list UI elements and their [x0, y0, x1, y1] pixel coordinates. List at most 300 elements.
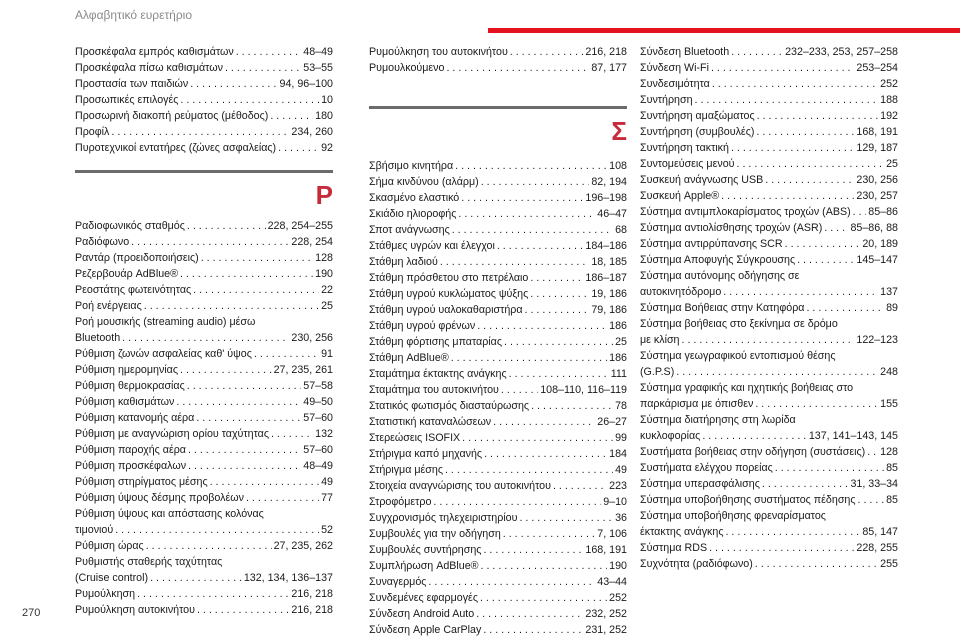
index-entry-term: κυκλοφορίας	[640, 430, 701, 442]
index-entry	[75, 442, 333, 458]
index-entry-term: Συχνότητα (ραδιόφωνο)	[640, 558, 753, 570]
index-entry-term: Ρεζερβουάρ AdBlue®	[75, 268, 178, 280]
leader-dots	[731, 140, 854, 156]
leader-dots	[477, 318, 607, 334]
leader-dots	[446, 60, 589, 76]
index-entry	[640, 124, 898, 140]
leader-dots	[785, 236, 861, 252]
index-entry	[75, 458, 333, 474]
leader-dots	[480, 590, 607, 606]
leader-dots	[146, 538, 272, 554]
index-entry	[75, 362, 333, 378]
leader-dots	[723, 284, 878, 300]
index-entry-pages: 57–58	[303, 380, 333, 392]
index-entry-pages: 91	[321, 348, 333, 360]
index-entry	[369, 446, 627, 462]
leader-dots	[731, 44, 783, 60]
leader-dots	[755, 396, 878, 412]
index-entry-term: Ρύθμιση με αναγνώριση ορίου ταχύτητας	[75, 428, 269, 440]
index-entry-term: Συμβουλές συντήρησης	[369, 544, 482, 556]
index-entry-term: Σύστημα υπερασφάλισης	[640, 478, 760, 490]
index-entry	[640, 284, 898, 300]
index-entry	[369, 334, 627, 350]
index-entry-term: Ρύθμιση καθισμάτων	[75, 396, 175, 408]
index-entry-pages: 25	[886, 158, 898, 170]
index-entry	[75, 76, 333, 92]
index-entry-pages: 216, 218	[291, 588, 333, 600]
leader-dots	[858, 492, 885, 508]
index-entry-term: Ρύθμιση ζωνών ασφαλείας καθ' ύψος	[75, 348, 252, 360]
leader-dots	[676, 364, 878, 380]
index-entry	[75, 44, 333, 60]
index-entry	[640, 252, 898, 268]
index-entry-term: Ραδιόφωνο	[75, 236, 130, 248]
index-entry-pages: 192	[880, 110, 898, 122]
index-entry-pages: 186–187	[585, 272, 627, 284]
leader-dots	[440, 254, 589, 270]
index-entry	[75, 522, 333, 538]
index-entry	[369, 462, 627, 478]
index-entry-pages: 26–27	[597, 416, 627, 428]
index-entry-term: Ρύθμιση προσκέφαλων	[75, 460, 187, 472]
leader-dots	[190, 76, 277, 92]
index-entry-term: Ροή ενέργειας	[75, 300, 142, 312]
index-entry-pages: 85	[886, 494, 898, 506]
index-entry	[369, 622, 627, 638]
index-entry	[369, 350, 627, 366]
index-entry	[75, 250, 333, 266]
index-entry	[75, 490, 333, 506]
index-entry-term: Στατικός φωτισμός διασταύρωσης	[369, 400, 530, 412]
index-entry-term: Συσκευή Apple®	[640, 190, 720, 202]
leader-dots	[197, 602, 289, 618]
index-entry-line: Σύστημα γραφικής και ηχητικής βοήθειας στο	[640, 382, 854, 394]
index-entry-pages: 57–60	[303, 444, 333, 456]
index-entry-term: Πυροτεχνικοί εντατήρες (ζώνες ασφαλείας)	[75, 142, 277, 154]
index-column-3	[640, 44, 898, 572]
index-entry-term: Ρυμουλκούμενο	[369, 62, 445, 74]
leader-dots	[462, 430, 613, 446]
index-entry-term: τιμονιού	[75, 524, 114, 536]
leader-dots	[188, 442, 301, 458]
index-entry-term: Στάθμη πρόσθετου στο πετρέλαιο	[369, 272, 529, 284]
index-entry-term: Σύνδεση Wi-Fi	[640, 62, 709, 74]
leader-dots	[131, 234, 289, 250]
index-entry	[369, 398, 627, 414]
index-entry-pages: 137, 141–143, 145	[808, 430, 898, 442]
leader-dots	[254, 346, 319, 362]
index-entry-term: Ρύθμιση ύψους δέσμης προβολέων	[75, 492, 244, 504]
leader-dots	[824, 220, 848, 236]
leader-dots	[445, 462, 613, 478]
index-entry	[640, 524, 898, 540]
leader-dots	[806, 300, 884, 316]
index-entry	[369, 158, 627, 174]
leader-dots	[797, 252, 854, 268]
index-entry-pages: 7, 106	[597, 528, 627, 540]
index-entry-pages: 122–123	[856, 334, 898, 346]
index-entry-pages: 53–55	[303, 62, 333, 74]
index-entry-pages: 168, 191	[856, 126, 898, 138]
index-entry-pages: 132	[315, 428, 333, 440]
index-entry-pages: 232–233, 253, 257–258	[785, 46, 898, 58]
index-entry	[75, 234, 333, 250]
index-entry	[640, 44, 898, 60]
index-entry-term: Ραντάρ (προειδοποιήσεις)	[75, 252, 199, 264]
index-entry-line: Σύστημα βοήθειας στο ξεκίνημα σε δρόμο	[640, 318, 838, 330]
leader-dots	[278, 140, 319, 156]
index-entry-pages: 20, 189	[862, 238, 898, 250]
leader-dots	[122, 330, 289, 346]
index-entry-term: με κλίση	[640, 334, 680, 346]
leader-dots	[176, 394, 301, 410]
index-entry-line: Σύστημα υποβοήθησης φρεναρίσματος	[640, 510, 826, 522]
leader-dots	[762, 476, 849, 492]
index-entry	[369, 254, 627, 270]
index-entry-term: Συντομεύσεις μενού	[640, 158, 735, 170]
index-entry-term: Συντήρηση αμαξώματος	[640, 110, 755, 122]
index-entry	[369, 558, 627, 574]
leader-dots	[497, 238, 584, 254]
index-entry-term: Σύνδεση Apple CarPlay	[369, 624, 482, 636]
leader-dots	[530, 270, 583, 286]
index-entry-pages: 49–50	[303, 396, 333, 408]
index-entry	[75, 586, 333, 602]
leader-dots	[501, 382, 538, 398]
index-entry-term: Σβήσιμο κινητήρα	[369, 160, 454, 172]
leader-dots	[853, 204, 867, 220]
index-entry	[75, 298, 333, 314]
leader-dots	[757, 108, 879, 124]
index-entry	[369, 206, 627, 222]
index-entry-term: Συγχρονισμός τηλεχειριστηρίου	[369, 512, 518, 524]
leader-dots	[458, 206, 595, 222]
index-entry-term: παρκάρισμα με όπισθεν	[640, 398, 754, 410]
section-divider	[369, 106, 627, 109]
section-header-sigma	[369, 106, 627, 158]
index-entry-pages: 230, 257	[856, 190, 898, 202]
index-entry-pages: 216, 218	[291, 604, 333, 616]
index-entry-term: Προσκέφαλα πίσω καθισμάτων	[75, 62, 223, 74]
index-entry	[75, 108, 333, 124]
index-entry-term: Συσκευή ανάγνωσης USB	[640, 174, 764, 186]
index-entry-pages: 132, 134, 136–137	[243, 572, 333, 584]
index-column-2	[369, 44, 627, 638]
leader-dots	[111, 124, 289, 140]
index-entry-term: Σύστημα υποβοήθησης συστήματος πέδησης	[640, 494, 856, 506]
index-entry-term: Συστήματα βοήθειας στην οδήγηση (συστάσεις)	[640, 446, 866, 458]
index-entry	[369, 542, 627, 558]
leader-dots	[433, 494, 601, 510]
index-entry	[369, 318, 627, 334]
page-header-title: Αλφαβητικό ευρετήριο	[75, 8, 193, 22]
index-entry-term: Στερεώσεις ISOFIX	[369, 432, 461, 444]
index-entry-pages: 31, 33–34	[850, 478, 898, 490]
leader-dots	[867, 444, 878, 460]
index-entry-pages: 36	[615, 512, 627, 524]
index-entry	[369, 238, 627, 254]
index-entry-term: Συστήματα ελέγχου πορείας	[640, 462, 773, 474]
index-entry-pages: 52	[321, 524, 333, 536]
index-entry-pages: 108	[609, 160, 627, 172]
index-entry	[369, 222, 627, 238]
index-entry	[369, 478, 627, 494]
index-entry-term: Προσκέφαλα εμπρός καθισμάτων	[75, 46, 234, 58]
leader-dots	[137, 586, 289, 602]
index-entry	[640, 140, 898, 156]
index-entry-pages: 10	[321, 94, 333, 106]
index-entry-pages: 230, 256	[856, 174, 898, 186]
section-header-rho	[75, 170, 333, 218]
index-entry	[75, 124, 333, 140]
section-divider	[75, 170, 333, 173]
leader-dots	[144, 298, 319, 314]
leader-dots	[150, 570, 242, 586]
index-entry-pages: 168, 191	[585, 544, 627, 556]
index-entry	[369, 414, 627, 430]
index-entry-pages: 252	[609, 592, 627, 604]
index-entry-line: Ρυθμιστής σταθερής ταχύτητας	[75, 556, 223, 568]
index-entry	[640, 444, 898, 460]
index-entry-term: Ρύθμιση θερμοκρασίας	[75, 380, 185, 392]
index-entry-term: Bluetooth	[75, 332, 121, 344]
leader-dots	[481, 558, 608, 574]
leader-dots	[236, 44, 302, 60]
index-entry	[640, 92, 898, 108]
index-entry	[640, 300, 898, 316]
index-entry	[640, 364, 898, 380]
index-entry-term: Προσωπικές επιλογές	[75, 94, 179, 106]
index-entry-pages: 184	[609, 448, 627, 460]
index-entry-term: Στάθμη υγρού υαλοκαθαριστήρα	[369, 304, 523, 316]
index-entry	[75, 218, 333, 234]
index-entry-pages: 27, 235, 261	[273, 364, 333, 376]
index-entry-pages: 99	[615, 432, 627, 444]
index-entry-pages: 27, 235, 262	[273, 540, 333, 552]
index-entry	[369, 270, 627, 286]
leader-dots	[461, 190, 583, 206]
index-entry-term: Στάθμη υγρού φρένων	[369, 320, 476, 332]
leader-dots	[531, 398, 613, 414]
index-entry-term: Συντήρηση τακτική	[640, 142, 729, 154]
index-entry	[75, 474, 333, 490]
index-entry-pages: 230, 256	[291, 332, 333, 344]
leader-dots	[271, 426, 313, 442]
index-entry	[75, 394, 333, 410]
leader-dots	[721, 188, 854, 204]
index-entry-term: Συμβουλές για την οδήγηση	[369, 528, 501, 540]
index-entry-line: Σύστημα γεωγραφικού εντοπισμού θέσης	[640, 350, 836, 362]
leader-dots	[702, 428, 807, 444]
leader-dots	[196, 410, 301, 426]
leader-dots	[712, 76, 878, 92]
index-entry	[75, 346, 333, 362]
page-number: 270	[22, 607, 41, 619]
leader-dots	[187, 378, 302, 394]
index-entry	[640, 204, 898, 220]
leader-dots	[756, 124, 854, 140]
index-list	[640, 44, 898, 572]
leader-dots	[525, 302, 590, 318]
leader-dots	[193, 282, 319, 298]
index-entry-pages: 253–254	[856, 62, 898, 74]
index-entry-pages: 9–10	[603, 496, 627, 508]
index-entry-term: Ρύθμιση στηρίγματος μέσης	[75, 476, 208, 488]
index-entry-pages: 128	[880, 446, 898, 458]
index-entry-term: Σύνδεση Android Auto	[369, 608, 475, 620]
leader-dots	[483, 622, 583, 638]
index-entry	[640, 220, 898, 236]
index-entry-pages: 92	[321, 142, 333, 154]
index-entry-term: Ρυμούλκηση του αυτοκινήτου	[369, 46, 508, 58]
index-entry-pages: 79, 186	[591, 304, 627, 316]
index-entry-pages: 18, 185	[591, 256, 627, 268]
leader-dots	[481, 174, 590, 190]
index-entry	[369, 574, 627, 590]
index-entry-pages: 22	[321, 284, 333, 296]
index-entry-pages: 129, 187	[856, 142, 898, 154]
index-entry-term: Συναγερμός	[369, 576, 427, 588]
index-entry-pages: 25	[321, 300, 333, 312]
leader-dots	[428, 574, 595, 590]
index-entry-term: Σταμάτημα του αυτοκινήτου	[369, 384, 499, 396]
index-entry	[369, 590, 627, 606]
index-entry-term: αυτοκινητόδρομο	[640, 286, 722, 298]
index-entry-pages: 85–86	[868, 206, 898, 218]
index-entry-term: Συνδεσιμότητα	[640, 78, 710, 90]
leader-dots	[225, 60, 301, 76]
index-entry	[369, 286, 627, 302]
index-entry-pages: 82, 194	[591, 176, 627, 188]
index-entry	[75, 378, 333, 394]
leader-dots	[530, 286, 589, 302]
leader-dots	[201, 250, 313, 266]
index-entry-pages: 89	[886, 302, 898, 314]
index-entry-term: Σύστημα Βοήθειας στην Κατηφόρα	[640, 302, 805, 314]
index-entry-term: Ρύθμιση κατανομής αέρα	[75, 412, 195, 424]
leader-dots	[709, 540, 854, 556]
index-entry-pages: 228, 254–255	[267, 220, 333, 232]
leader-dots	[509, 366, 609, 382]
index-entry	[75, 140, 333, 156]
index-entry-term: Προφίλ	[75, 126, 110, 138]
index-entry-term: Σκασμένο ελαστικό	[369, 192, 460, 204]
index-entry	[640, 396, 898, 412]
index-entry	[640, 236, 898, 252]
index-entry-term: Στάθμη AdBlue®	[369, 352, 449, 364]
index-entry-term: (Cruise control)	[75, 572, 149, 584]
index-entry	[369, 302, 627, 318]
index-entry	[640, 476, 898, 492]
index-entry-term: Στοιχεία αναγνώρισης του αυτοκινήτου	[369, 480, 551, 492]
index-entry-term: Προσωρινή διακοπή ρεύματος (μέθοδος)	[75, 110, 269, 122]
index-entry-pages: 68	[615, 224, 627, 236]
index-entry-term: Στροφόμετρο	[369, 496, 432, 508]
index-entry	[640, 156, 898, 172]
leader-dots	[180, 362, 272, 378]
leader-dots	[246, 490, 319, 506]
index-entry-pages: 190	[315, 268, 333, 280]
leader-dots	[476, 606, 583, 622]
section-letter: Ρ	[315, 180, 333, 210]
index-entry	[640, 188, 898, 204]
index-entry	[369, 60, 627, 76]
leader-dots	[270, 108, 313, 124]
index-entry-pages: 87, 177	[591, 62, 627, 74]
leader-dots	[510, 44, 584, 60]
index-entry-term: Στήριγμα καπό μηχανής	[369, 448, 483, 460]
index-entry-pages: 155	[880, 398, 898, 410]
index-entry-pages: 228, 254	[291, 236, 333, 248]
index-list-rho	[75, 218, 333, 618]
index-entry	[369, 190, 627, 206]
leader-dots	[765, 172, 854, 188]
leader-dots	[455, 158, 607, 174]
index-entry	[75, 538, 333, 554]
index-entry	[640, 428, 898, 444]
index-entry	[75, 426, 333, 442]
leader-dots	[493, 414, 595, 430]
index-entry-term: Ρυμούλκηση αυτοκινήτου	[75, 604, 195, 616]
index-entry-line: Σύστημα διατήρησης στη λωρίδα	[640, 414, 796, 426]
index-entry-pages: 180	[315, 110, 333, 122]
index-entry	[369, 174, 627, 190]
index-entry-term: Ρύθμιση ημερομηνίας	[75, 364, 178, 376]
index-entry-term: Στατιστική καταναλώσεων	[369, 416, 492, 428]
index-entry	[640, 460, 898, 476]
index-entry-pages: 190	[609, 560, 627, 572]
index-entry-pages: 46–47	[597, 208, 627, 220]
index-entry-pages: 57–60	[303, 412, 333, 424]
index-entry-pages: 145–147	[856, 254, 898, 266]
index-entry-line: Ροή μουσικής (streaming audio) μέσω	[75, 316, 256, 328]
index-entry-term: Σύστημα αντιρρύπανσης SCR	[640, 238, 783, 250]
index-entry-pages: 223	[609, 480, 627, 492]
index-entry-term: (G.P.S)	[640, 366, 675, 378]
index-entry-term: Συντήρηση	[640, 94, 693, 106]
index-entry	[369, 382, 627, 398]
index-entry	[75, 570, 333, 586]
index-entry-pages: 248	[880, 366, 898, 378]
index-entry	[369, 44, 627, 60]
index-entry-pages: 252	[880, 78, 898, 90]
index-entry-term: Στάθμη λαδιού	[369, 256, 438, 268]
index-entry-term: Ρύθμιση ώρας	[75, 540, 144, 552]
index-entry-pages: 228, 255	[856, 542, 898, 554]
index-entry-pages: 128	[315, 252, 333, 264]
index-entry	[640, 76, 898, 92]
index-entry-term: Συνδεμένες εφαρμογές	[369, 592, 478, 604]
leader-dots	[775, 460, 884, 476]
index-entry-pages: 78	[615, 400, 627, 412]
index-entry-pages: 19, 186	[591, 288, 627, 300]
index-entry	[369, 494, 627, 510]
leader-dots	[695, 92, 879, 108]
index-entry	[640, 172, 898, 188]
index-entry	[369, 366, 627, 382]
index-entry-pages: 49	[321, 476, 333, 488]
index-entry-pages: 48–49	[303, 46, 333, 58]
index-entry-term: έκτακτης ανάγκης	[640, 526, 724, 538]
leader-dots	[210, 474, 320, 490]
index-entry	[640, 332, 898, 348]
index-entry-term: Ρυμούλκηση	[75, 588, 136, 600]
leader-dots	[483, 542, 583, 558]
leader-dots	[188, 458, 301, 474]
leader-dots	[180, 92, 319, 108]
index-entry	[640, 556, 898, 572]
leader-dots	[682, 332, 855, 348]
